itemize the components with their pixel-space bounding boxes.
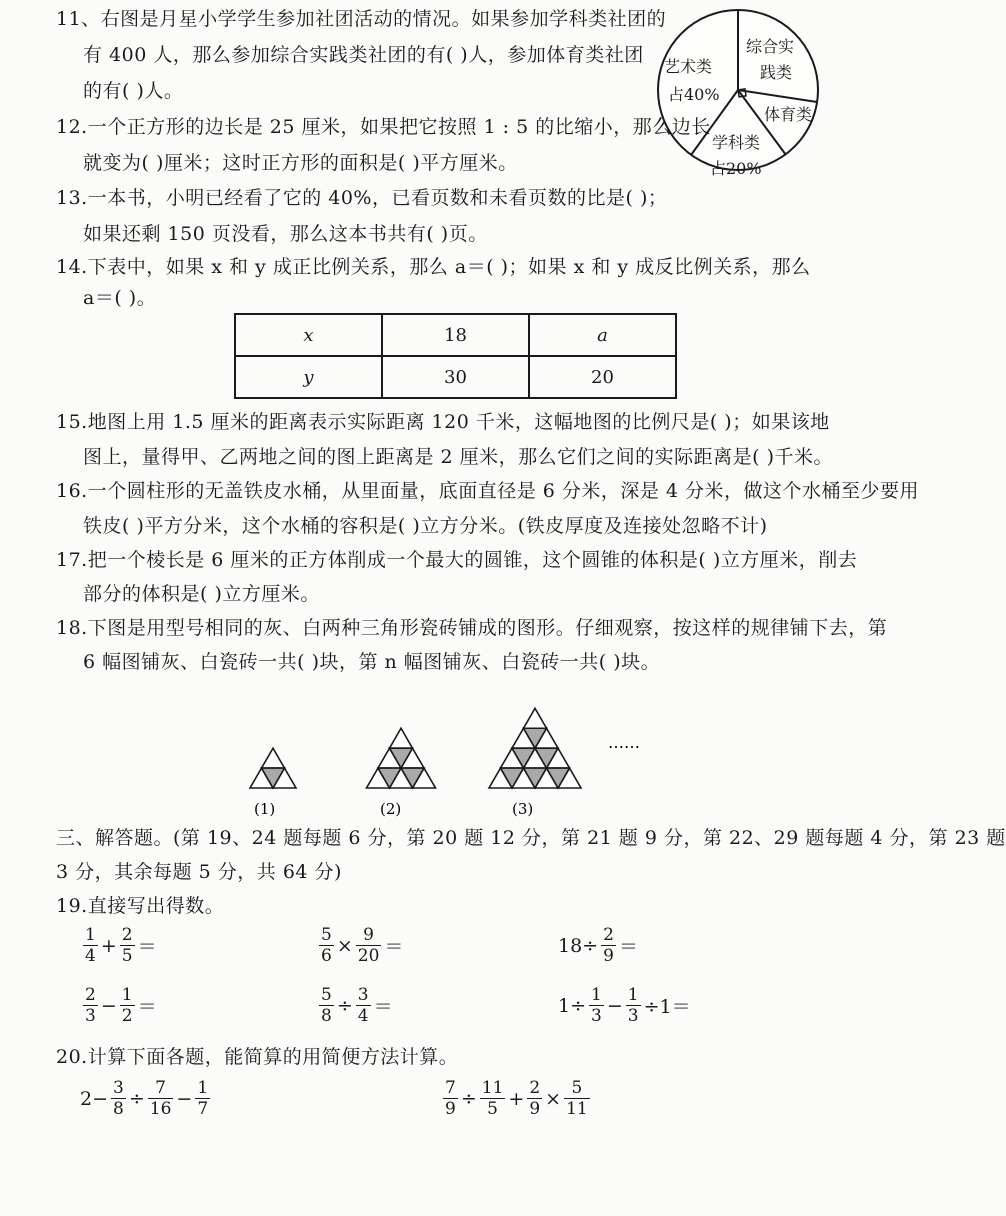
fraction: $\frac{1}{2}$	[121, 985, 133, 1026]
q19-expr-3: 18÷ $\frac{2}{9}$ ＝	[558, 925, 638, 966]
table-row	[235, 356, 676, 398]
q20-expr-2: $\frac{7}{9}$ ÷ $\frac{11}{5}$ + $\frac{2}{9}$ × $\frac{5}{11}$	[445, 1078, 588, 1119]
fraction: $\frac{3}{4}$	[357, 985, 369, 1026]
q19-expr-6: 1÷ $\frac{1}{3}$ − $\frac{1}{3}$ ÷1＝	[558, 985, 691, 1026]
white-tile	[390, 728, 413, 748]
q19-expr-2: $\frac{5}{6}$ × $\frac{9}{20}$ ＝	[321, 925, 404, 966]
q12-line2: 就变为( )厘米；这时正方形的面积是( )平方厘米。	[83, 152, 518, 174]
q13-line2: 如果还剩 150 页没看，那么这本书共有( )页。	[83, 223, 488, 245]
fraction: $\frac{11}{5}$	[481, 1078, 504, 1119]
fraction: $\frac{2}{3}$	[85, 985, 96, 1026]
tile-figure-1	[250, 748, 296, 788]
fraction: $\frac{5}{11}$	[566, 1078, 588, 1119]
pie-label-art: 艺术类	[664, 57, 713, 76]
tile-pattern-figures	[240, 670, 680, 820]
q12-line1: 12.一个正方形的边长是 25 厘米，如果把它按照 1 : 5 的比缩小，那么边长	[56, 116, 711, 138]
xy-table	[234, 313, 677, 399]
fraction: $\frac{2}{5}$	[121, 925, 133, 966]
fraction: $\frac{3}{8}$	[113, 1078, 124, 1119]
white-tile	[262, 748, 285, 768]
fraction: $\frac{2}{9}$	[529, 1078, 541, 1119]
table-cell: 30	[382, 356, 529, 398]
pie-label-comp-b: 践类	[760, 63, 793, 82]
fraction: $\frac{7}{9}$	[445, 1078, 456, 1119]
q15-line2: 图上，量得甲、乙两地之间的图上距离是 2 厘米，那么它们之间的实际距离是( )千米。	[83, 446, 834, 468]
pie-label-sport: 体育类	[764, 105, 813, 124]
q14-line1: 14.下表中，如果 x 和 y 成正比例关系，那么 a＝( )；如果 x 和 y 成反比例关系，那么	[56, 256, 811, 278]
fraction: $\frac{1}{3}$	[591, 985, 602, 1026]
pie-label-subject-pct: 占20%	[710, 159, 762, 178]
tile-figure-3	[489, 708, 581, 788]
q20-title: 20.计算下面各题，能简算的用简便方法计算。	[56, 1046, 459, 1068]
pie-label-art-pct: 占40%	[668, 85, 720, 104]
tile-figure-2	[367, 728, 436, 788]
q14-line2: a＝( )。	[83, 287, 157, 309]
q19-expr-4: $\frac{2}{3}$ − $\frac{1}{2}$ ＝	[85, 985, 157, 1026]
q19-title: 19.直接写出得数。	[56, 895, 225, 917]
q11-line1: 11、右图是月星小学学生参加社团活动的情况。如果参加学科类社团的	[56, 8, 667, 30]
q18-line2: 6 幅图铺灰、白瓷砖一共( )块，第 n 幅图铺灰、白瓷砖一共( )块。	[83, 651, 661, 673]
q19-expr-1: $\frac{1}{4}$ + $\frac{2}{5}$ ＝	[85, 925, 157, 966]
fraction: $\frac{1}{4}$	[85, 925, 96, 966]
q15-line1: 15.地图上用 1.5 厘米的距离表示实际距离 120 千米，这幅地图的比例尺是( )；如果该地	[56, 411, 830, 433]
figure-ellipsis: ……	[608, 733, 640, 752]
q17-line1: 17.把一个棱长是 6 厘米的正方体削成一个最大的圆锥，这个圆锥的体积是( )立方厘米，削去	[56, 549, 858, 571]
q18-line1: 18.下图是用型号相同的灰、白两种三角形瓷砖铺成的图形。仔细观察，按这样的规律铺下去，第	[56, 617, 888, 639]
q16-line1: 16.一个圆柱形的无盖铁皮水桶，从里面量，底面直径是 6 分米，深是 4 分米，做这个水桶至少要用	[56, 480, 920, 502]
section3-line1: 三、解答题。(第 19、24 题每题 6 分，第 20 题 12 分，第 21 题 9 分，第 22、29 题每题 4 分，第 23 题	[56, 827, 1006, 849]
figure-label-1: (1)	[254, 800, 276, 818]
pie-label-comp-a: 综合实	[746, 37, 795, 56]
q17-line2: 部分的体积是( )立方厘米。	[83, 583, 320, 605]
q20-expr-1: 2− $\frac{3}{8}$ ÷ $\frac{7}{16}$ − $\frac{1}{7}$	[80, 1078, 209, 1119]
fraction: $\frac{9}{20}$	[357, 925, 380, 966]
fraction: $\frac{2}{9}$	[603, 925, 614, 966]
pie-label-subject: 学科类	[712, 133, 761, 152]
club-pie-chart	[656, 0, 836, 180]
figure-label-2: (2)	[380, 800, 402, 818]
fraction: $\frac{7}{16}$	[149, 1078, 172, 1119]
white-tile	[524, 708, 547, 728]
table-cell: a	[529, 314, 676, 356]
q13-line1: 13.一本书，小明已经看了它的 40%，已看页数和未看页数的比是( )；	[56, 187, 668, 209]
fraction: $\frac{5}{8}$	[321, 985, 332, 1026]
fraction: $\frac{5}{6}$	[321, 925, 332, 966]
section3-line2: 3 分，其余每题 5 分，共 64 分)	[56, 861, 342, 883]
fraction: $\frac{1}{3}$	[627, 985, 639, 1026]
figure-label-3: (3)	[512, 800, 534, 818]
q11-line2: 有 400 人，那么参加综合实践类社团的有( )人，参加体育类社团	[83, 44, 644, 66]
q11-line3: 的有( )人。	[83, 80, 184, 102]
table-cell: 18	[382, 314, 529, 356]
fraction: $\frac{1}{7}$	[197, 1078, 209, 1119]
table-cell: y	[235, 356, 382, 398]
q16-line2: 铁皮( )平方分米，这个水桶的容积是( )立方分米。(铁皮厚度及连接处忽略不计)	[83, 515, 768, 537]
table-cell: 20	[529, 356, 676, 398]
table-row	[235, 314, 676, 356]
q19-expr-5: $\frac{5}{8}$ ÷ $\frac{3}{4}$ ＝	[321, 985, 393, 1026]
table-cell: x	[235, 314, 382, 356]
